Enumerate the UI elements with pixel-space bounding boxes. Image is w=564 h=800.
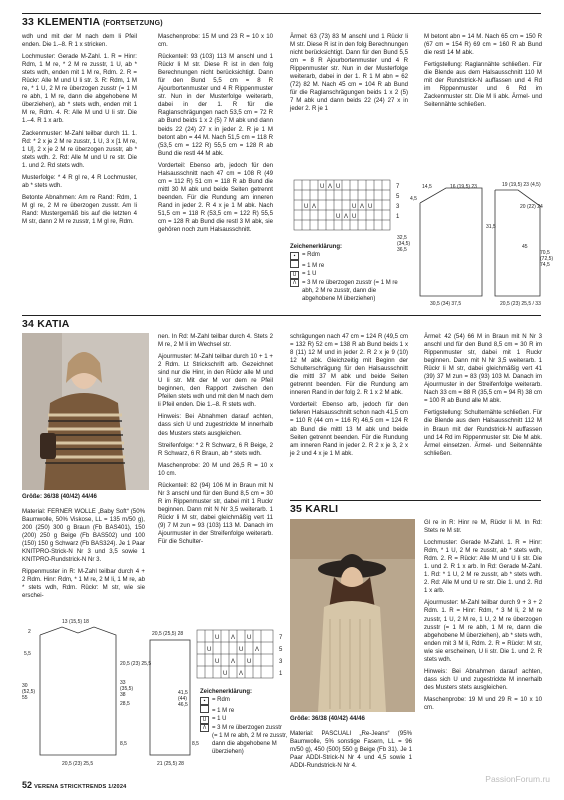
svg-text:U: U xyxy=(352,214,357,220)
legend xyxy=(290,243,410,303)
knitting-chart xyxy=(292,178,407,239)
svg-text:U: U xyxy=(336,214,341,220)
model-photo-illustration xyxy=(290,519,415,712)
decrease-icon: Λ xyxy=(200,724,209,732)
knitting-chart xyxy=(195,628,287,682)
svg-text:20,5 (25,5) 28: 20,5 (25,5) 28 xyxy=(152,631,184,637)
dim-label: 41,5 (44) 46,5 xyxy=(178,690,188,708)
legend-item: U = 1 U xyxy=(290,270,410,279)
legend-title: Zeichenerklärung: xyxy=(200,689,253,695)
magazine-name: VERENA STRICKTRENDS 1/2024 xyxy=(34,784,127,790)
edge-stitch-icon: ▪ xyxy=(200,697,209,705)
text-column-1: Material: FERNER WOLLE „Baby Soft“ (50% Baumwolle, 50% Viskose, LL = 135 m/50 g), 200 (250) 300 g Braun (Fb BAS401), 150 (200) 250 g Beige (Fb BAS502) und 100 (150) 150 g Schwarz (Fb BAS324). Je 1 Paar KNITPRO-Strick-N Nr 3 und 3,5 sowie 1 KNITPRO-Rundstrick-N Nr 3. Rippenmuster in R: M-Zahl teilbar durch 4 + 2 Rdm. Hinr: Rdm, * 1 M re, 2 M li, 1 M re, ab * stets wdh, Rdm. Rückr: M str, wie sie erschei- xyxy=(22,508,145,600)
page-number: 52 xyxy=(22,780,33,790)
svg-text:U: U xyxy=(215,659,220,665)
svg-text:3: 3 xyxy=(279,659,283,665)
legend-item: = 1 M re xyxy=(200,705,288,715)
section-title-33: 33 KLEMENTIA (FORTSETZUNG) xyxy=(22,16,163,28)
svg-text:1: 1 xyxy=(396,214,400,220)
svg-text:Λ: Λ xyxy=(344,214,349,220)
garment-schematic xyxy=(410,178,550,310)
svg-text:Λ: Λ xyxy=(360,204,365,210)
svg-text:U: U xyxy=(247,635,252,641)
svg-text:8,5: 8,5 xyxy=(120,741,127,747)
model-photo-illustration xyxy=(22,333,149,490)
yarn-over-icon: U xyxy=(200,716,209,724)
dim-label: 30 (52,5) 55 xyxy=(22,683,36,701)
watermark: PassionForum.ru xyxy=(485,774,550,784)
svg-text:7: 7 xyxy=(279,635,283,641)
svg-text:Λ: Λ xyxy=(231,659,236,665)
svg-text:U: U xyxy=(215,635,220,641)
text-column-1: wdh und mit der M nach dem li Pfeil enden. Die 1.–8. R 1 x stricken. Lochmuster: Gerade M-Zahl. 1. R = Hinr: Rdm, 1 M re, * 2 M re zusstr, 1 U, ab * stets wdh, enden mit 1 M re, Rdm. 2. R = Rückr: Alle M und U li str. 3. R: Rdm, 1 M re, * 1 U, 2 M re überzogen zusstr (= 1 M re abh, 1 M re, dann die abgehobene M überziehen), ab * stets wdh, enden mit 1 M re, Rdm. 4. R: Alle M und U li str. Die 1.–4. R 1 x arb. Zackenmuster: M-Zahl teilbar durch 11. 1. Rd: * 2 x je 2 M re zusstr, 1 U, 3 x [1 M re, 1 U], 2 x je 2 M re überzogen zusstr, ab * stets wdh. 2. Rd: Alle M und U re str. Die 1. und 2. Rd stets wdh. Musterfolge: * 4 R gl re, 4 R Lochmuster, ab * stets wdh. Betonte Abnahmen: Am re Rand: Rdm, 1 M gl re, 2 M re überzogen zusstr. Am li Rand: Mustergemäß bis auf die letzten 4 M str, dann 2 M re zusstr, 1 M gl re, Rdm. xyxy=(22,33,137,225)
svg-text:U: U xyxy=(352,204,357,210)
legend-item: ▪ = Rdm xyxy=(200,696,288,705)
page-footer xyxy=(22,780,126,790)
section-title-35: 35 KARLI xyxy=(290,503,339,515)
svg-text:5: 5 xyxy=(396,194,400,200)
svg-text:U: U xyxy=(368,204,373,210)
svg-text:21 (25,5) 28: 21 (25,5) 28 xyxy=(157,761,184,767)
text-column-4: Ärmel: 42 (54) 66 M in Braun mit N Nr 3 anschl und für den Bund 8,5 cm = 30 R im Rippenmuster str, dabei mit 1 Ruckr beginnen. Dann mit N Nr 3,5 weiterarb. 1 Rückr li M str, dabei gleichmäßig vert 41 (39) 37 M zun = 83 (93) 103 M. Danach im Ajourmuster in der Streifenfolge weiterarb. Nach 33 cm = 88 R (35,5 cm = 94 R) 38 cm = 100 R ab Bund alle M abk. Fertigstellung: Schulternähte schließen. Für die Blende aus dem Halsausschnitt 112 M in Braun mit der Rundstrick-N auffassen und 14 Rd im Rippenmuster str. Die M abk. Ärmel einsetzen. Ärmel- und Seitennähte schließen. xyxy=(424,333,542,457)
size-label: Größe: 36/38 (40/42) 44/46 xyxy=(22,493,97,500)
svg-text:2: 2 xyxy=(28,629,31,635)
svg-text:5,5: 5,5 xyxy=(24,651,31,657)
legend xyxy=(200,688,288,756)
svg-text:1: 1 xyxy=(279,671,283,677)
svg-text:5: 5 xyxy=(279,647,283,653)
svg-text:30,5 (34) 37,5: 30,5 (34) 37,5 xyxy=(430,301,462,307)
text-column-2: Maschenprobe: 15 M und 23 R = 10 x 10 cm. Rückenteil: 93 (103) 113 M anschl und 1 Rückr li M str. Diese R ist in den folg Berechnungen nicht berücksichtigt. Dann für den Bund 5,5 cm = 8 R Ajourbortenmuster und 4 R Rippenmuster str. Nun in der Musterfolge weiterarb, dabei in der 1. R für die Raglanschrägungen nach 53,5 cm = 72 R ab Bund beids 1 x 2 (5) 7 M abk und dann beids 22 (24) 27 x in jeder 2. R je 1 M betont abn = 44 M. Nach 51,5 cm = 118 R (53,5 cm = 122 R) 55,5 cm = 128 R ab Bund die restl 44 M abk. Vorderteil: Ebenso arb, jedoch für den Halsausschnitt nach 47 cm = 108 R (49 cm = 112 R) 51 cm = 118 R ab Bund die mittl 30 M abk und beide Seiten getrennt beenden. Für die Rundung am inneren Rand in jeder 2. R 4 x je 1 M abk. Nach 51,5 cm = 118 R (53,5 cm = 122 R) 55,5 cm = 128 R ab Bund die restl 3 M abk, sie gehören noch zum Halsausschnitt. xyxy=(158,33,273,234)
section-divider xyxy=(290,500,541,501)
svg-text:28,5: 28,5 xyxy=(120,701,130,707)
svg-text:U: U xyxy=(247,659,252,665)
yarn-over-icon: U xyxy=(290,271,299,279)
svg-text:Λ: Λ xyxy=(239,671,244,677)
legend-item: U = 1 U xyxy=(200,715,288,724)
text-column-4: M betont abn = 14 M. Nach 65 cm = 150 R (67 cm = 154 R) 69 cm = 160 R ab Bund die restl 14 M abk. Fertigstellung: Raglannähte schließen. Für die Blende aus dem Halsausschnitt 110 M mit der Rundstrick-N auffassen und 4 Rd im Rippenmuster und 6 Rd im Zackenmuster str. Die M li abk. Ärmel- und Seitennähte schließen. xyxy=(424,33,542,109)
text-column-3: schrägungen nach 47 cm = 124 R (49,5 cm = 132 R) 52 cm = 138 R ab Bund beids 1 x 8 (11) 12 M und in jeder 2. R 2 x je 9 (10) 12 M abk. Gleichzeitig mit Beginn der Schulterschrägung für den Halsausschnitt die mittl 37 M abk und beide Seiten getrennt beenden. Für die Rundung am inneren Rand in der folg 2. R 1 x 2 M abk. Vorderteil: Ebenso arb, jedoch für den tieferen Halsausschnitt schon nach 41,5 cm = 110 R (44 cm = 116 R) 46,5 cm = 124 R ab Bund die mittl 13 M abk und beide Seiten getrennt beenden. Für die Rundung am inneren Rand in jeder 2. R 2 x je 3, 2 x je 2 und 4 x je 1 M abk. xyxy=(290,333,408,457)
section-divider xyxy=(22,315,541,316)
svg-text:U: U xyxy=(336,184,341,190)
svg-text:16 (19,5) 23: 16 (19,5) 23 xyxy=(450,184,477,190)
svg-text:19 (19,5) 23 (4,5): 19 (19,5) 23 (4,5) xyxy=(502,182,541,188)
svg-text:20,5 (23) 25,5: 20,5 (23) 25,5 xyxy=(120,661,152,667)
model-photo-katia xyxy=(22,333,149,490)
svg-text:8,5: 8,5 xyxy=(192,741,199,747)
svg-text:14,5: 14,5 xyxy=(422,184,432,190)
svg-text:13 (15,5) 18: 13 (15,5) 18 xyxy=(62,619,89,625)
text-column-3: Ärmel: 63 (73) 83 M anschl und 1 Rückr li M str. Diese R ist in den folg Berechnungen nicht berücksichtigt. Dann für den Bund 5,5 cm = 8 R Ajourbortenmuster und 4 R Rippenmuster str. Nun in der Musterfolge weiterarb, dabei in der 1. R 1 M abn = 62 (72) 82 M. Nach 45 cm = 104 R ab Bund für die Raglanschrägungen beids 1 x 2 (5) 7 M abk und dann beids 22 (24) 27 x in jeder 2. R je 1 xyxy=(290,33,408,113)
svg-text:7: 7 xyxy=(396,184,400,190)
legend-item: Λ = 3 M re überzogen zusstr (= 1 M re abh, 2 M re zusstr, dann die abgehobene M überziehen) xyxy=(290,279,410,303)
knit-icon xyxy=(290,260,299,268)
dim-label: 33 (35,5) 38 xyxy=(120,680,134,698)
size-label: Größe: 36/38 (40/42) 44/46 xyxy=(290,715,365,722)
svg-text:U: U xyxy=(207,647,212,653)
svg-text:Λ: Λ xyxy=(255,647,260,653)
dim-label: 70,5 (72,5) 74,5 xyxy=(540,250,554,268)
svg-text:Λ: Λ xyxy=(312,204,317,210)
svg-text:U: U xyxy=(223,671,228,677)
svg-text:Λ: Λ xyxy=(231,635,236,641)
legend-item: = 1 M re xyxy=(290,260,410,270)
garment-schematic xyxy=(22,605,202,775)
dim-label: 32,5 (34,5) 36,5 xyxy=(397,235,411,253)
model-photo-karli xyxy=(290,519,415,712)
svg-text:20 (22) 24: 20 (22) 24 xyxy=(520,204,543,210)
svg-text:20,5 (23) 25,5: 20,5 (23) 25,5 xyxy=(62,761,94,767)
svg-text:Λ: Λ xyxy=(328,184,333,190)
section-divider xyxy=(22,13,541,14)
svg-text:U: U xyxy=(304,204,309,210)
section-title-34: 34 KATIA xyxy=(22,318,70,330)
svg-text:45: 45 xyxy=(522,244,528,250)
svg-text:3: 3 xyxy=(396,204,400,210)
legend-title: Zeichenerklärung: xyxy=(290,244,343,250)
legend-item: Λ = 3 M re überzogen zusstr (= 1 M re abh, 2 M re zusstr, dann die abgehobene M überziehen) xyxy=(200,724,288,756)
text-column-4: Gl re in R: Hinr re M, Rückr li M. In Rd: Stets re M str. Lochmuster: Gerade M-Zahl. 1. R = Hinr: Rdm, * 1 U, 2 M re zusstr, ab * stets wdh, Rdm. 2. R = Rückr: Alle M und U li str. Die 1. und 2. R 1 x arb. In Rd: Gerade M-Zahl. 1. Rd: * 1 U, 2 M re zusstr, ab * stets wdh. 2. Rd: Alle M und U re str. Die 1. und 2. Rd 1 x arb. Ajourmuster: M-Zahl teilbar durch 9 + 3 + 2 Rdm. 1. R = Hinr: Rdm, * 3 M li, 2 M re zusstr, 1 U, 2 M re, 1 U, 2 M re überzogen zusstr (= 1 M re abh, 1 M re, dann die abgehobene M überziehen), ab * stets wdh, enden mit 3 M li, Rdm. 2. R = Rückr: M str, wie sie erscheinen, U li str. Die 1. und 2. R stets wdh. Hinweis: Bei Abnahmen darauf achten, dass sich U und zugestrickte M innerhalb des Musters stets ausgleichen. Maschenprobe: 19 M und 29 R = 10 x 10 cm. xyxy=(424,519,542,711)
svg-text:4,5: 4,5 xyxy=(410,196,417,202)
decrease-icon: Λ xyxy=(290,279,299,287)
svg-text:U: U xyxy=(239,647,244,653)
text-column-3: Material: PASCUALI „Re-Jeans“ (95% Baumwolle, 5% sonstige Fasern, LL = 96 m/50 g), 450 (500) 550 g Beige (Fb 31). Je 1 Paar ADDI-Strick-N Nr 4 und 4,5 sowie 1 ADDI-Rundstrick-N Nr 4. xyxy=(290,730,412,770)
legend-item: ▪ = Rdm xyxy=(290,251,410,260)
svg-text:U: U xyxy=(320,184,325,190)
svg-text:20,5 (23) 25,5 / 33: 20,5 (23) 25,5 / 33 xyxy=(500,301,541,307)
edge-stitch-icon: ▪ xyxy=(290,252,299,260)
svg-text:31,5: 31,5 xyxy=(486,224,496,230)
stitch-grid xyxy=(292,178,407,234)
text-column-2: nen. In Rd: M-Zahl teilbar durch 4. Stets 2 M re, 2 M li im Wechsel str. Ajourmuster: M-Zahl teilbar durch 10 + 1 + 2 Rdm. Lt Strickschrift arb. Gezeichnet sind nur die Hinr, in den Rückr alle M und U li str. Mit der M vor dem re Pfeil beginnen, den Rapport zwischen den Pfeilen stets wdh und mit den M nach dem li Pfeil enden. Die 1.–8. R stets wdh. Hinweis: Bei Abnahmen darauf achten, dass sich U und zugestrickte M innerhalb des Musters stets ausgleichen. Streifenfolge: * 2 R Schwarz, 6 R Beige, 2 R Schwarz, 6 R Braun, ab * stets wdh. Maschenprobe: 20 M und 26,5 R = 10 x 10 cm. Rückenteil: 82 (94) 106 M in Braun mit N Nr 3 anschl und für den Bund 8,5 cm = 30 R im Rippenmuster str, dabei mit 1 Ruckr beginnen. Dann mit N Nr 3,5 weiterarb. 1 Rückr li M str, dabei gleichmäßig vert 11 (9) 7 M zun = 93 (103) 113 M. Danach im Ajourmuster in der Streifenfolge weiterarb. Für die Schulter- xyxy=(158,333,273,546)
